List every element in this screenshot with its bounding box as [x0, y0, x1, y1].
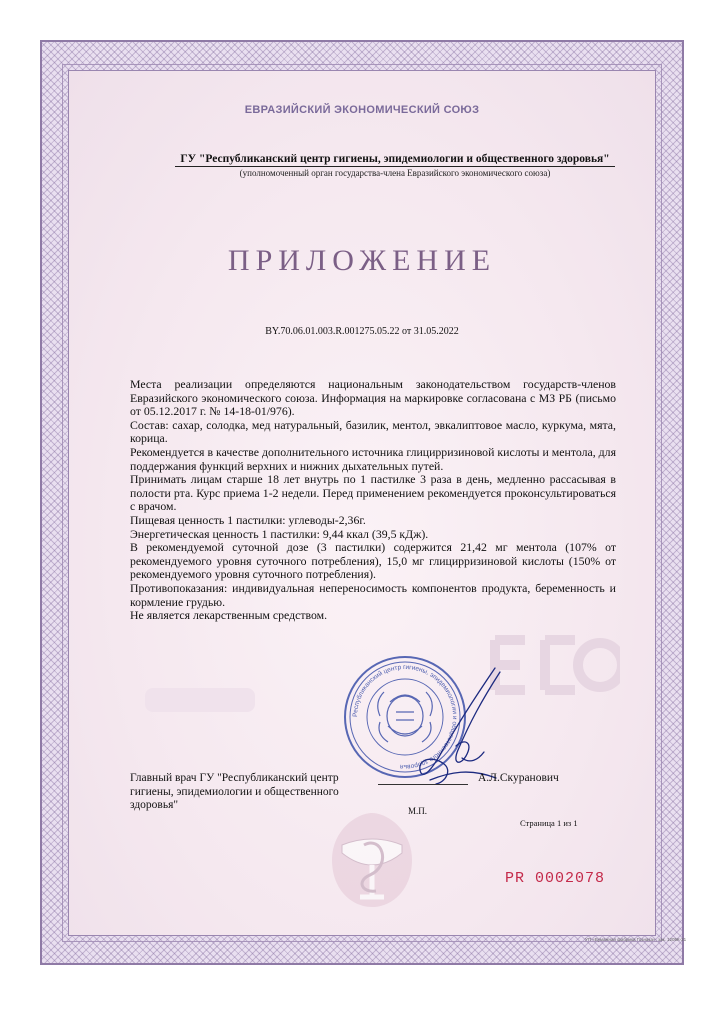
paragraph-contraindications: Противопоказания: индивидуальная непереносимость компонентов продукта, беременность и кормление грудью.: [130, 580, 616, 609]
paragraph-energy: Энергетическая ценность 1 пастилки: 9,44 ккал (39,5 кДж).: [130, 526, 429, 541]
printer-imprint: УП «Бумажная фабрика Гознака», зак. 1205К-21: [585, 937, 687, 942]
paragraph-not-medicine: Не является лекарственным средством.: [130, 608, 328, 623]
paragraph-daily-dose: В рекомендуемой суточной дозе (3 пастилки) содержится 21,42 мг ментола (107% от рекомендуемого уровня суточного потребления), 15,0 мг глицирризиновой кислоты (150% от рекомендуемого уровня суточного потребления).: [130, 540, 616, 582]
paragraph-composition: Состав: сахар, солодка, мед натуральный, базилик, ментол, эвкалиптовое масло, куркума, мята, корица.: [130, 417, 616, 446]
watermark-ghost-left-icon: [140, 680, 260, 720]
paragraph-recommended: Рекомендуется в качестве дополнительного источника глицирризиновой кислоты и ментола, для поддержания функций верхних и нижних дыхательных путей.: [130, 444, 616, 473]
seal-mark: М.П.: [408, 806, 428, 816]
signer-position: Главный врач ГУ "Республиканский центр гигиены, эпидемиологии и общественного здоровья": [130, 772, 339, 812]
paragraph-places: Места реализации определяются национальным законодательством государств-членов Евразийского экономического союза. Информация на маркировке согласована с МЗ РБ (письмо от 05.12.2017 г. № 14-18-01/976).: [130, 377, 616, 419]
page-number: Страница 1 из 1: [520, 818, 578, 828]
paragraph-nutrition: Пищевая ценность 1 пастилки: углеводы-2,36г.: [130, 512, 366, 527]
union-header: ЕВРАЗИЙСКИЙ ЭКОНОМИЧЕСКИЙ СОЮЗ: [244, 104, 480, 116]
paragraph-dosage: Принимать лицам старше 18 лет внутрь по 1 пастилке 3 раза в день, медленно рассасывая в полости рта. Курс приема 1-2 недели. Перед применением рекомендуется проконсультироваться с врачом.: [130, 472, 616, 514]
signer-name: А.Л.Скуранович: [478, 772, 559, 784]
hygiene-emblem-icon: [312, 805, 432, 915]
certificate-number: BY.70.06.01.003.R.001275.05.22 от 31.05.2022: [265, 326, 459, 337]
stamp-text: Республиканский центр гигиены, эпидемиологии и общественного здоровья: [351, 663, 459, 771]
organization-note: (уполномоченный орган государства-члена Евразийского экономического союза): [239, 168, 551, 178]
signature-line: [378, 784, 468, 785]
organization-name: ГУ "Республиканский центр гигиены, эпидемиологии и общественного здоровья": [175, 153, 615, 167]
body-text: [130, 378, 616, 623]
document-title: ПРИЛОЖЕНИЕ: [227, 244, 497, 277]
serial-number: PR 0002078: [505, 870, 606, 887]
